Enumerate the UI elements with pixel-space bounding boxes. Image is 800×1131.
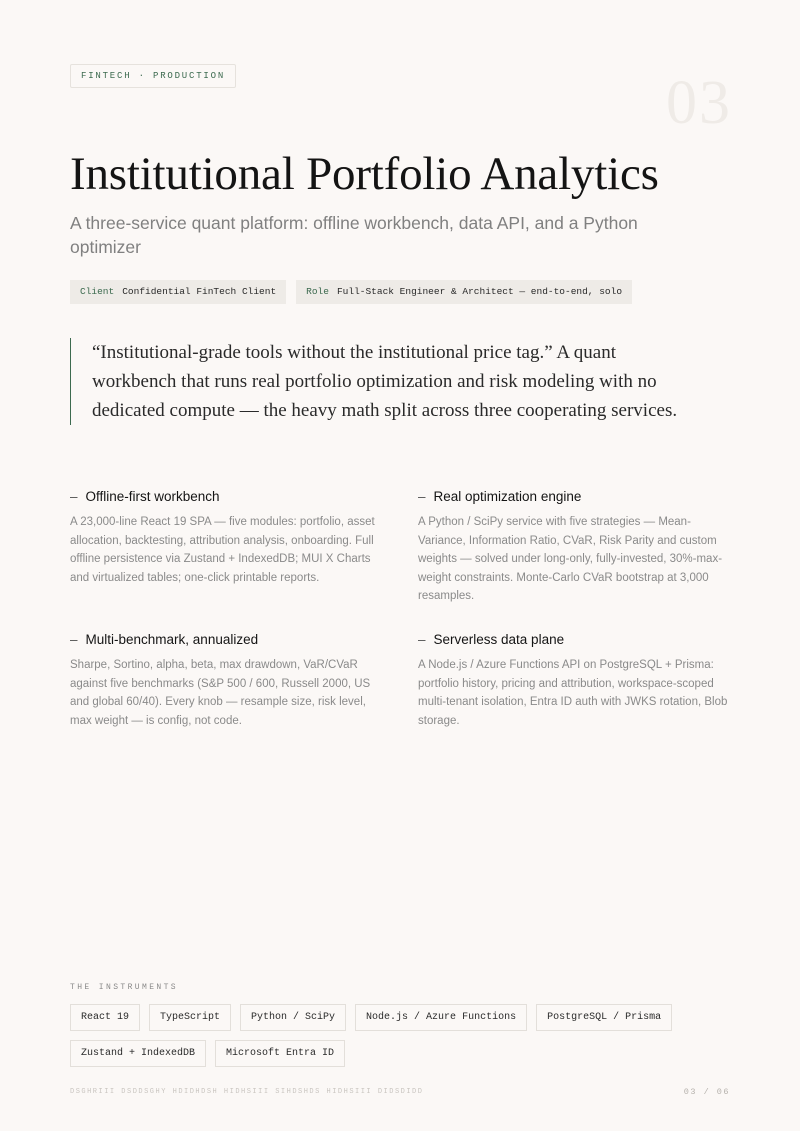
feature-offline-workbench xyxy=(70,488,390,587)
feature-body: A Node.js / Azure Functions API on PostgreSQL + Prisma: portfolio history, pricing and attribution, workspace-scoped multi-tenant isolation, Entra ID auth with JWKS rotation, Blob storage. xyxy=(418,659,728,727)
section-number: 03 xyxy=(666,69,732,137)
dash-icon: – xyxy=(418,489,426,504)
tech-tag: Node.js / Azure Functions xyxy=(355,1004,527,1031)
feature-title: Multi-benchmark, annualized xyxy=(85,632,259,647)
tech-tag: PostgreSQL / Prisma xyxy=(536,1004,672,1031)
tech-tag: Zustand + IndexedDB xyxy=(70,1040,206,1067)
feature-multi-benchmark xyxy=(70,631,390,730)
tech-tag: TypeScript xyxy=(149,1004,231,1031)
role-chip xyxy=(296,280,632,304)
feature-body: A 23,000-line React 19 SPA — five modules: portfolio, asset allocation, backtesting, attribution analysis, onboarding. Full offline persistence via Zustand + IndexedDB; MUI X Charts and virtualized tables; one-click printable reports. xyxy=(70,516,375,584)
feature-heading xyxy=(418,631,738,649)
tech-list xyxy=(70,1004,710,1067)
page-number: 03 / 06 xyxy=(683,1087,730,1097)
instruments-label: THE INSTRUMENTS xyxy=(70,983,179,992)
feature-body: Sharpe, Sortino, alpha, beta, max drawdown, VaR/CVaR against five benchmarks (S&P 500 / 600, Russell 2000, US and global 60/40). Every knob — resample size, risk level, max weight — is config, not code. xyxy=(70,659,371,727)
dash-icon: – xyxy=(418,632,426,647)
pull-quote: “Institutional-grade tools without the institutional price tag.” A quant workbench that runs real portfolio optimization and risk modeling with no dedicated compute — the heavy math split across three cooperating services. xyxy=(70,338,690,425)
footer-code: DSGHRIII DSDDSGHY HDIDHDSH HIDHSIII SIHDSHDS HIDHSIII DIDSDIDD xyxy=(70,1088,424,1096)
page-subtitle: A three-service quant platform: offline workbench, data API, and a Python optimizer xyxy=(70,213,638,257)
dash-icon: – xyxy=(70,632,78,647)
feature-heading xyxy=(418,488,738,506)
feature-body: A Python / SciPy service with five strategies — Mean-Variance, Information Ratio, CVaR, Risk Parity and custom weights — solved under long-only, fully-invested, 30%-max-weight constraints. Monte-Carlo CVaR bootstrap at 3,000 resamples. xyxy=(418,516,723,602)
tech-tag: React 19 xyxy=(70,1004,140,1031)
feature-serverless-data-plane xyxy=(418,631,738,730)
dash-icon: – xyxy=(70,489,78,504)
role-value: Full-Stack Engineer & Architect — end-to-end, solo xyxy=(336,286,623,297)
feature-heading xyxy=(70,488,390,506)
feature-title: Serverless data plane xyxy=(433,632,565,647)
tech-tag: Microsoft Entra ID xyxy=(215,1040,345,1067)
feature-optimization-engine xyxy=(418,488,738,606)
tech-tag: Python / SciPy xyxy=(240,1004,346,1031)
feature-heading xyxy=(70,631,390,649)
feature-title: Offline-first workbench xyxy=(85,489,220,504)
feature-title: Real optimization engine xyxy=(433,489,582,504)
page-title: Institutional Portfolio Analytics xyxy=(70,148,659,200)
meta-chips xyxy=(70,280,632,304)
role-key: Role xyxy=(306,286,329,297)
client-value: Confidential FinTech Client xyxy=(122,286,277,297)
category-tag: FINTECH · PRODUCTION xyxy=(70,64,236,88)
client-chip xyxy=(70,280,286,304)
client-key: Client xyxy=(80,286,115,297)
